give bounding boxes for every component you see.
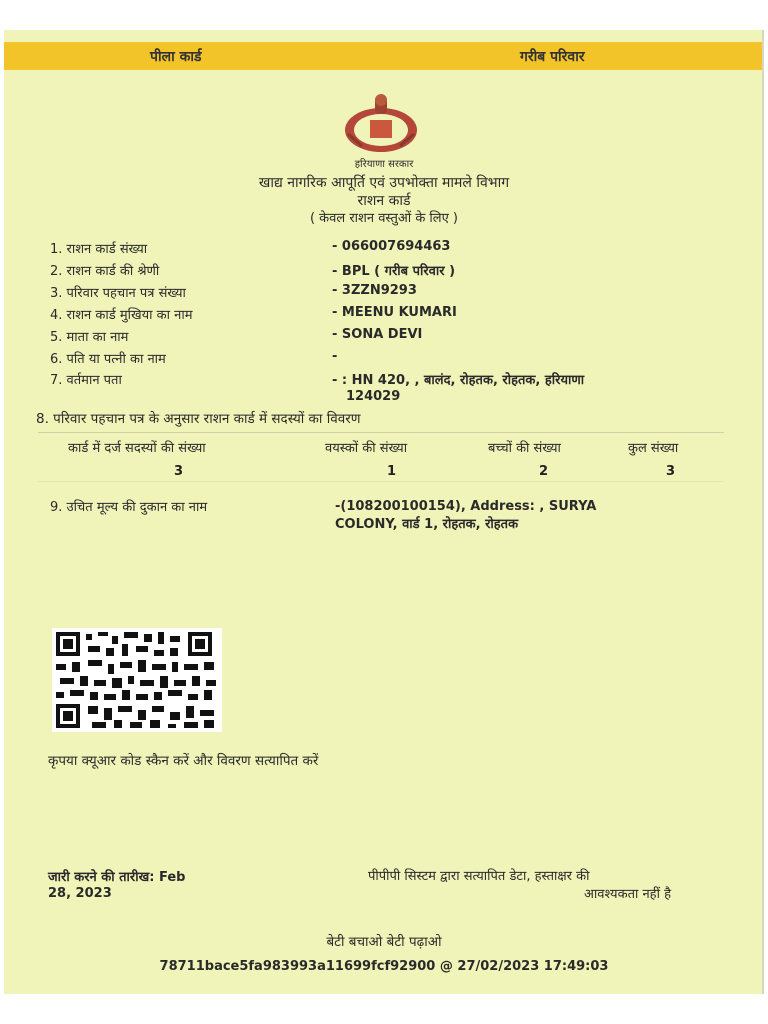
shop-value-line2: COLONY, वार्ड 1, रोहतक, रोहतक — [335, 517, 519, 532]
field-value-pincode: 124029 — [346, 389, 401, 404]
shop-value-line1: -(108200100154), Address: , SURYA — [335, 499, 597, 514]
card-type-label: पीला कार्ड — [150, 49, 202, 65]
verification-note: पीपीपी सिस्टम द्वारा सत्यापित डेटा, हस्ताक्षर की — [368, 869, 590, 884]
family-category-label: गरीब परिवार — [520, 49, 585, 65]
issue-date-value: 28, 2023 — [48, 886, 112, 901]
field-value: - BPL ( गरीब परिवार ) — [332, 264, 456, 279]
field-label: 2. राशन कार्ड की श्रेणी — [50, 264, 160, 279]
shop-label: 9. उचित मूल्य की दुकान का नाम — [50, 500, 208, 515]
card-title: राशन कार्ड — [357, 193, 411, 209]
issue-date-label: जारी करने की तारीख: Feb — [48, 870, 186, 885]
table-cell: 3 — [174, 464, 184, 479]
table-cell: 1 — [387, 464, 397, 479]
field-value: - 3ZZN9293 — [332, 283, 417, 298]
field-label: 4. राशन कार्ड मुखिया का नाम — [50, 308, 193, 323]
field-label: 1. राशन कार्ड संख्या — [50, 242, 148, 257]
qr-instruction: कृपया क्यूआर कोड स्कैन करें और विवरण सत्यापित करें — [48, 753, 319, 769]
field-value: - 066007694463 — [332, 239, 451, 254]
field-value: - — [332, 349, 338, 364]
field-value: - SONA DEVI — [332, 327, 423, 342]
table-header: वयस्कों की संख्या — [325, 441, 408, 456]
header-band — [4, 42, 762, 70]
hash-timestamp: 78711bace5fa983993a11699fcf92900 @ 27/02/2023 17:49:03 — [159, 959, 609, 974]
verification-note-2: आवश्यकता नहीं है — [584, 887, 671, 902]
field-label: 5. माता का नाम — [50, 330, 129, 345]
slogan: बेटी बचाओ बेटी पढ़ाओ — [326, 934, 442, 950]
field-label: 3. परिवार पहचान पत्र संख्या — [50, 286, 186, 301]
haryana-emblem-icon — [342, 90, 420, 156]
department-name: खाद्य नागरिक आपूर्ति एवं उपभोक्ता मामले विभाग — [258, 175, 510, 191]
table-cell: 3 — [666, 464, 676, 479]
table-header: कुल संख्या — [628, 441, 679, 456]
field-label: 6. पति या पत्नी का नाम — [50, 352, 166, 367]
qr-code-icon — [52, 628, 222, 732]
field-value: - MEENU KUMARI — [332, 305, 457, 320]
members-heading: 8. परिवार पहचान पत्र के अनुसार राशन कार्ड में सदस्यों का विवरण — [36, 411, 361, 427]
card-subtitle: ( केवल राशन वस्तुओं के लिए ) — [309, 211, 459, 226]
table-header: बच्चों की संख्या — [488, 441, 561, 456]
table-header: कार्ड में दर्ज सदस्यों की संख्या — [68, 441, 206, 456]
field-label: 7. वर्तमान पता — [50, 373, 122, 388]
table-cell: 2 — [539, 464, 549, 479]
field-row — [0, 370, 768, 410]
field-value: - : HN 420, , बालंद, रोहतक, रोहतक, हरियाणा — [332, 373, 585, 388]
emblem-caption: हरियाणा सरकार — [354, 159, 414, 170]
